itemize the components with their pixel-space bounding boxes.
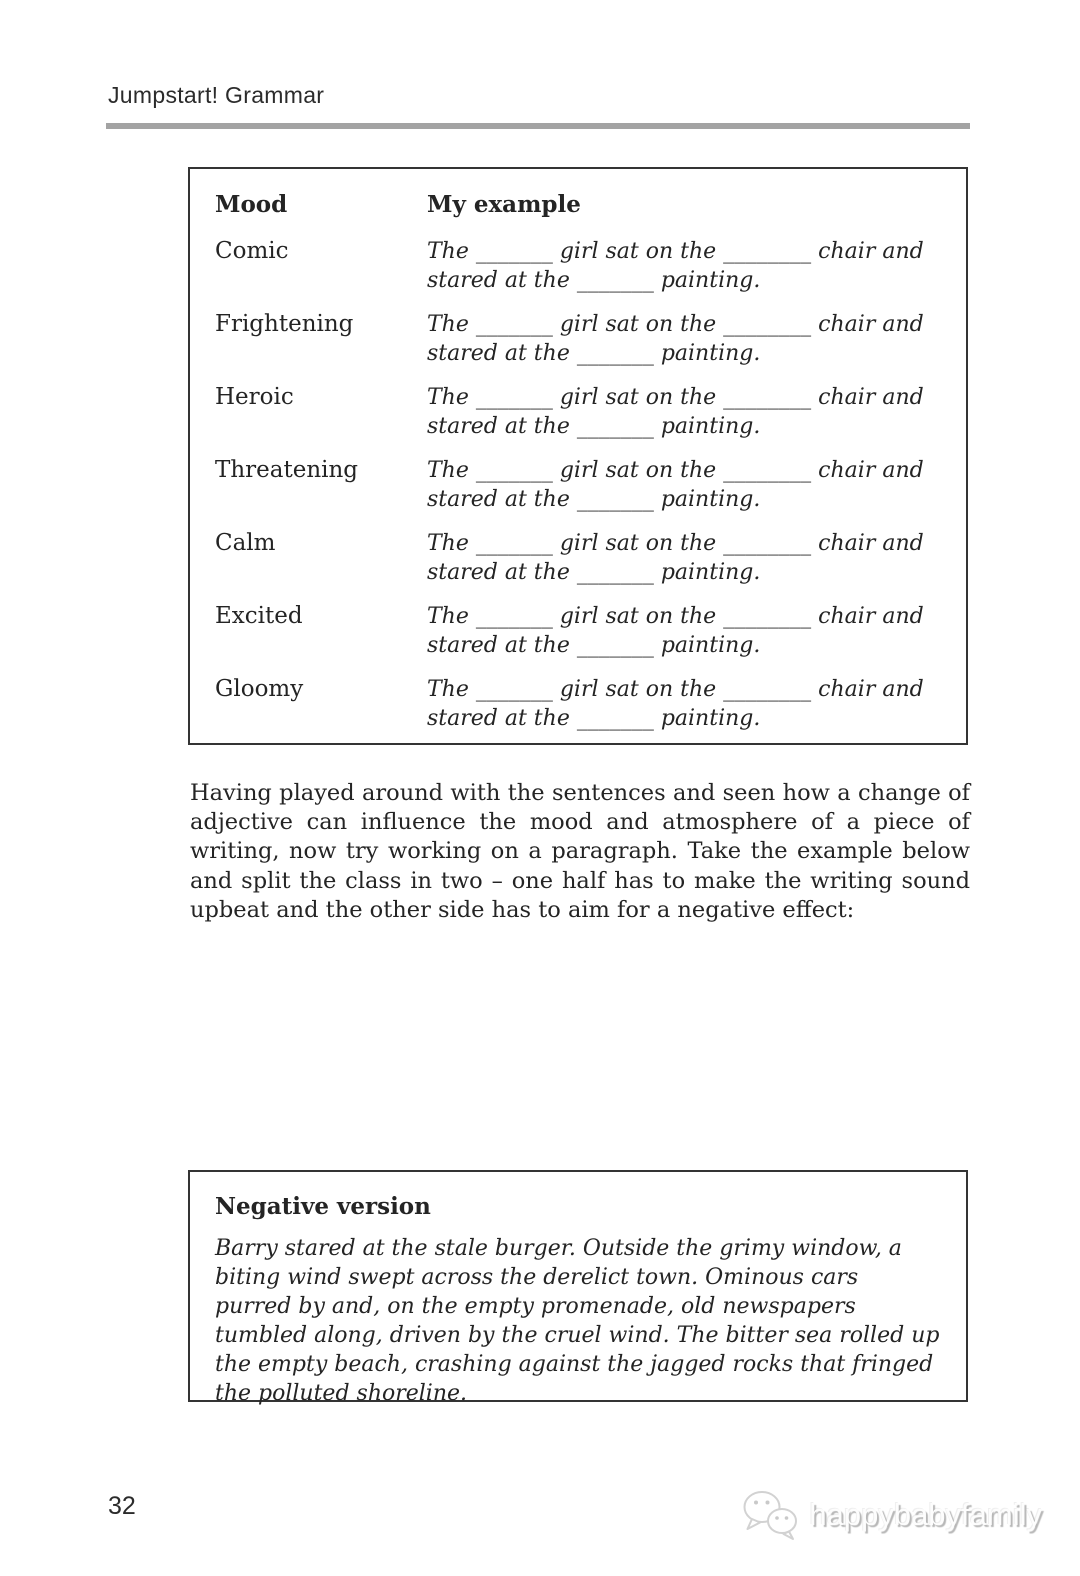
example-line-1: The _______ girl sat on the ________ chair and [427, 531, 924, 556]
mood-label: Gloomy [215, 676, 304, 702]
example-sentence [427, 456, 954, 514]
example-line-1: The _______ girl sat on the ________ chair and [427, 239, 924, 264]
mood-label: Comic [215, 238, 289, 264]
example-line-2: stared at the _______ painting. [427, 706, 761, 731]
negative-version-title: Negative version [215, 1193, 431, 1220]
example-line-1: The _______ girl sat on the ________ chair and [427, 458, 924, 483]
example-sentence [427, 602, 954, 660]
negative-version-box [188, 1170, 968, 1406]
negative-version-paragraph: Barry stared at the stale burger. Outside the grimy window, a biting wind swept across the derelict town. Ominous cars purred by and, on the empty promenade, old newspapers tumbled along, driven by the cruel wind. The bitter sea rolled up the empty beach, crashing against the jagged rocks that fringed the polluted shoreline. [215, 1236, 940, 1406]
watermark [739, 1488, 1042, 1542]
table-body [215, 237, 954, 733]
table-header-row [215, 191, 954, 218]
table-row [215, 602, 954, 660]
example-line-1: The _______ girl sat on the ________ chair and [427, 385, 924, 410]
table-row [215, 383, 954, 441]
chat-bubbles-logo-icon [739, 1488, 803, 1542]
table-row [215, 456, 954, 514]
mood-label: Threatening [215, 457, 359, 483]
intro-paragraph: Having played around with the sentences and seen how a change of adjective can influence the mood and atmosphere of a piece of writing, now try working on a paragraph. Take the example below and split the class in two – one half has to make the writing sound upbeat and the other side has to aim for a negative effect: [190, 780, 970, 923]
table-row [215, 675, 954, 733]
example-sentence [427, 237, 954, 295]
column-header-my-example: My example [427, 191, 581, 218]
example-line-2: stared at the _______ painting. [427, 633, 761, 658]
example-line-2: stared at the _______ painting. [427, 268, 761, 293]
watermark-text: happybabyfamily [809, 1497, 1042, 1532]
example-sentence [427, 529, 954, 587]
table-row [215, 310, 954, 368]
example-line-1: The _______ girl sat on the ________ chair and [427, 677, 924, 702]
mood-label: Frightening [215, 311, 354, 337]
example-line-2: stared at the _______ painting. [427, 487, 761, 512]
example-line-2: stared at the _______ painting. [427, 560, 761, 585]
table-row [215, 237, 954, 295]
example-line-1: The _______ girl sat on the ________ chair and [427, 312, 924, 337]
page-header-title: Jumpstart! Grammar [108, 82, 325, 108]
example-sentence [427, 675, 954, 733]
mood-label: Heroic [215, 384, 294, 410]
example-sentence [427, 383, 954, 441]
header-rule [106, 123, 970, 129]
column-header-mood: Mood [215, 191, 288, 218]
example-sentence [427, 310, 954, 368]
table-row [215, 529, 954, 587]
example-line-2: stared at the _______ painting. [427, 341, 761, 366]
mood-label: Excited [215, 603, 303, 629]
example-line-1: The _______ girl sat on the ________ chair and [427, 604, 924, 629]
mood-example-table [188, 167, 968, 745]
mood-label: Calm [215, 530, 276, 556]
example-line-2: stared at the _______ painting. [427, 414, 761, 439]
page-number: 32 [108, 1492, 136, 1520]
